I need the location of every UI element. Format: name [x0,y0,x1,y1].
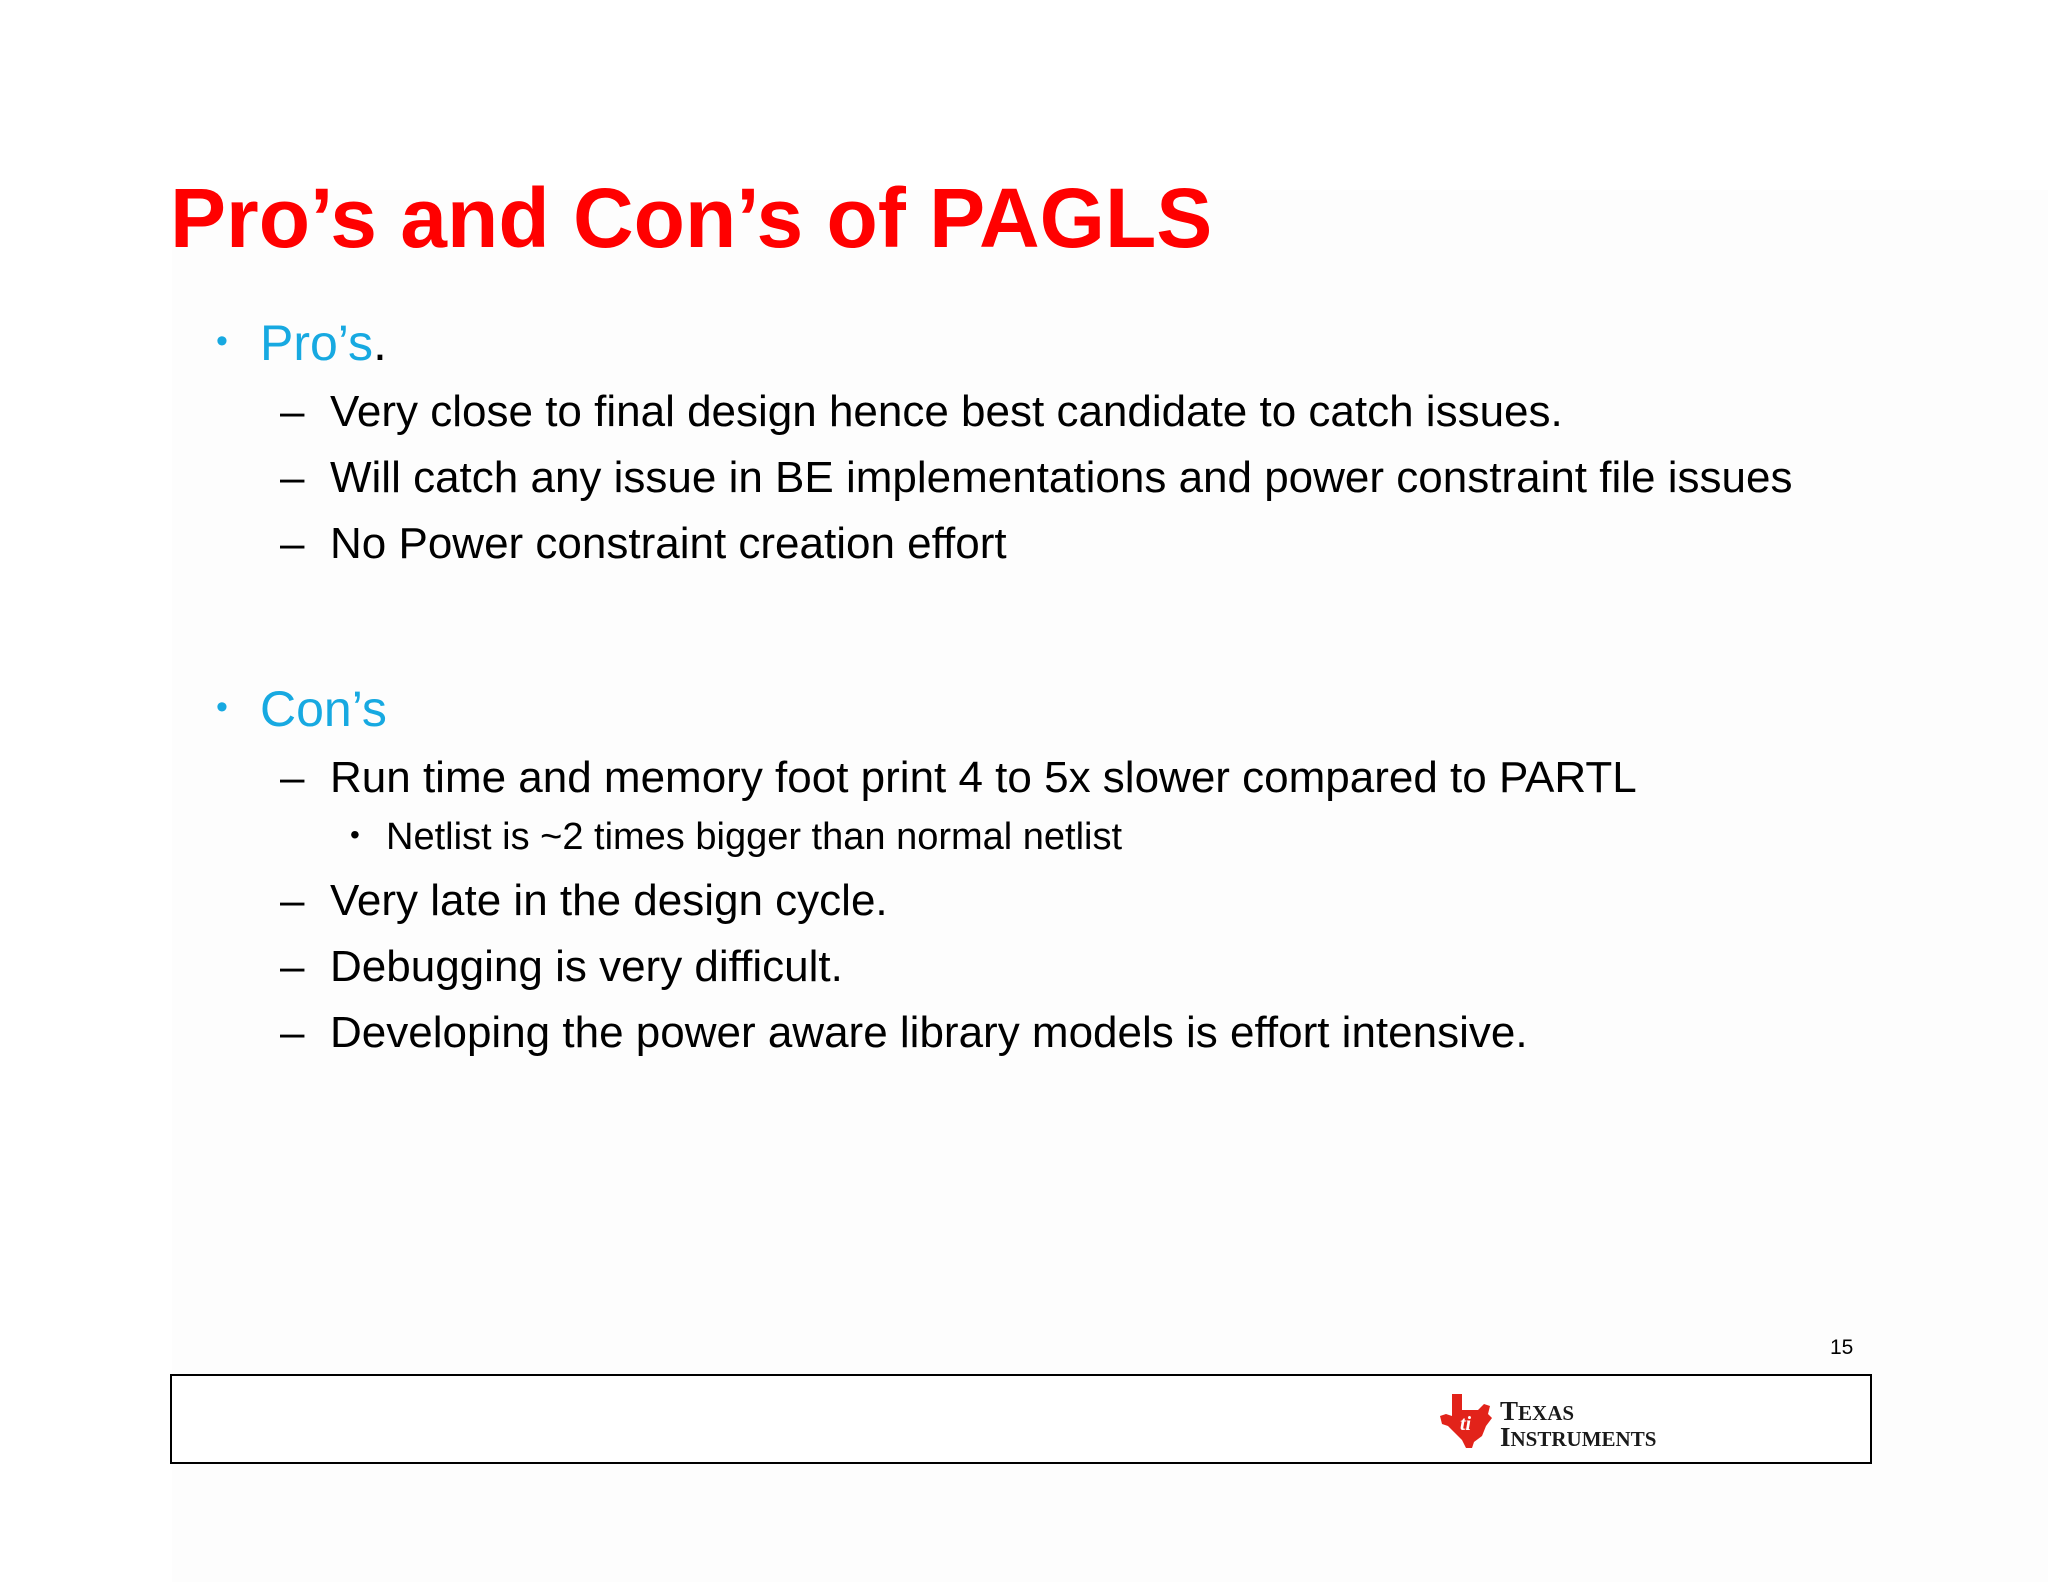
cons-heading-text: Con’s [260,681,387,737]
dash-icon: – [280,876,305,925]
dash-icon: – [280,753,305,802]
cons-item [280,1008,1528,1057]
page-number: 15 [1830,1336,1854,1359]
pros-item-text: Very close to final design hence best candidate to catch issues. [330,387,1563,436]
dash-icon: – [280,942,305,991]
svg-text:ti: ti [1460,1413,1472,1435]
pros-item [280,519,1007,568]
pros-item-text: No Power constraint creation effort [330,519,1007,568]
dash-icon: – [280,387,305,436]
dash-icon: – [280,453,305,502]
cons-sub-item-text: Netlist is ~2 times bigger than normal netlist [386,816,1123,858]
cons-item [280,876,888,925]
bullet-icon: • [216,688,228,726]
pros-item-text: Will catch any issue in BE implementations and power constraint file issues [330,453,1793,502]
slide-title: Pro’s and Con’s of PAGLS [170,171,1213,265]
cons-item-text: Developing the power aware library models is effort intensive. [330,1008,1528,1057]
pros-heading [216,315,387,371]
texas-instruments-logo [1438,1392,1678,1450]
pros-heading-period: . [373,315,387,371]
bullet-icon: • [216,322,228,360]
cons-item-text: Run time and memory foot print 4 to 5x slower compared to PARTL [330,753,1637,802]
pros-item [280,453,1793,502]
cons-item-text: Debugging is very difficult. [330,942,843,991]
dash-icon: – [280,519,305,568]
ti-logo-line1: TEXAS [1500,1396,1575,1426]
pros-item [280,387,1563,436]
cons-item [280,942,843,991]
cons-heading [216,681,387,737]
dash-icon: – [280,1008,305,1057]
ti-state-icon [1438,1392,1494,1450]
bullet-icon: • [350,819,360,850]
pros-heading-text: Pro’s [260,315,374,371]
cons-sub-item [350,818,1122,856]
cons-item-text: Very late in the design cycle. [330,876,888,925]
ti-logo-line2: INSTRUMENTS [1500,1422,1657,1452]
cons-item [280,753,1637,802]
